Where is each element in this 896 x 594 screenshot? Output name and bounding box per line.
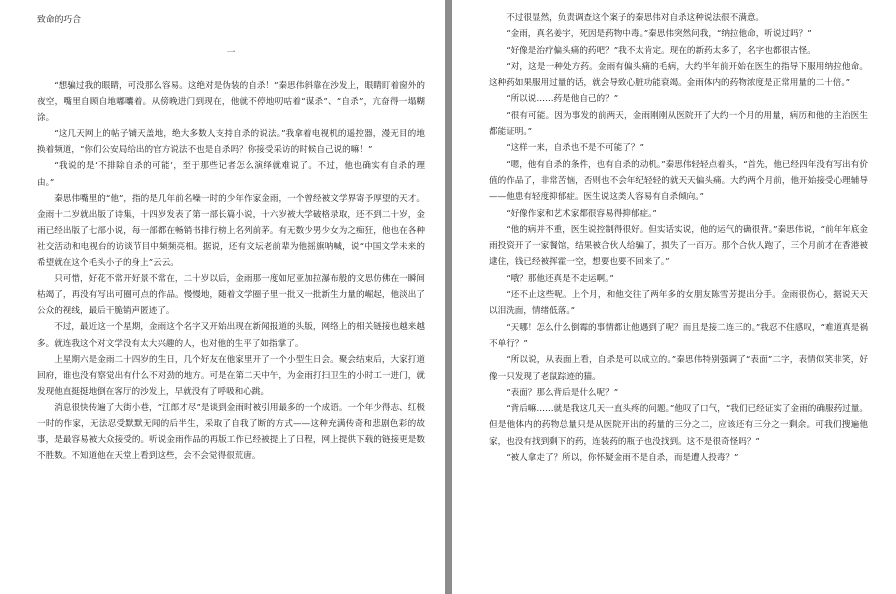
paragraph: “嗯，他有自杀的条件，也有自杀的动机。”秦思伟轻轻点着头，“首先，他已经四年没有写出有价值的作品了，非常苦恼，否则也不会年纪轻轻的就天天偏头痛。大约两个月前，他开始接受心理辅导——他患有轻度抑郁症。医生说这类人容易有自杀倾向。” [489, 159, 868, 203]
paragraph: “所以说……药是他自己的？” [506, 94, 619, 105]
paragraph: “好像是治疗偏头痛的药吧？”我不太肯定。现在的新药太多了，名字也都很古怪。 [506, 45, 816, 56]
paragraph: “他的病并不重，医生说控制得很好。但实话实说，他的运气的确很背。”秦思伟说，“前年年底金雨投资开了一家餐馆，结果被合伙人给骗了，损失了一百万。那个合伙人跑了，三个月前才在香港被逮住，钱已经被挥霍一空，想要也要不回来了。” [489, 224, 868, 268]
chapter-mark: 一 [226, 48, 236, 58]
paragraph: 不过很显然，负责调查这个案子的秦思伟对自杀这种说法很不满意。 [506, 13, 765, 23]
paragraph: “对，这是一种处方药。金雨有偏头痛的毛病，大约半年前开始在医生的指导下服用纳拉他命。这种药如果服用过量的话，就会导致心脏功能衰竭。金雨体内的药物浓度是正常用量的二十倍。” [489, 61, 868, 89]
left-page [0, 0, 445, 594]
right-page-body [489, 10, 868, 466]
paragraph: 秦思伟嘴里的“他”，指的是几年前名噪一时的少年作家金雨，一个曾经被文学界寄予厚望的天才。金雨十二岁就出版了诗集，十四岁发表了第一部长篇小说，十六岁被大学破格录取，还不到二十岁，金雨已经出版了七部小说，每一部都在畅销书排行榜上名列前茅。有无数少男少女为之痴狂，他也在各种社交活动和电视台的访谈节目中频频亮相。据说，还有文坛老前辈为他摇旗呐喊，说“中国文学未来的希望就在这个毛头小子的身上”云云。 [37, 193, 425, 269]
paragraph: “好像作家和艺术家都很容易得抑郁症。” [506, 208, 657, 219]
paragraph: 消息很快传遍了大街小巷，“江郎才尽”是谈到金雨时被引用最多的一个成语。一个年少得志、红极一时的作家，无法忍受默默无闻的后半生，采取了自我了断的方式——这种充满传奇和悲剧色彩的故事，是最容易被大众接受的。听说金雨作品的再版工作已经被提上了日程，网上提供下载的链接更是数不胜数。不知道他在天堂上看到这些，会不会觉得很荒唐。 [37, 402, 425, 462]
paragraph: “金雨，真名姜宇，死因是药物中毒。”秦思伟突然问我，“纳拉他命，听说过吗？” [506, 29, 812, 40]
left-page-body [37, 78, 425, 464]
paragraph: “所以说，从表面上看，自杀是可以成立的。”秦思伟特别强调了“表面”二字，表情似笑非笑，好像一只发现了老鼠踪迹的猫。 [489, 355, 868, 382]
paragraph: “还不止这些呢。上个月，和他交往了两年多的女朋友陈雪芳提出分手。金雨很伤心，据说天天以泪洗面，情绪低落。” [489, 290, 868, 317]
paragraph: “背后嘛……就是我这几天一直头疼的问题。”他叹了口气，“我们已经证实了金雨的确服药过量。但是他体内的药物总量只是从医院开出的药量的三分之二，应该还有三分之一剩余。可我们搜遍他家，也没有找到剩下的药，连装药的瓶子也没找到。这不是很奇怪吗？” [489, 404, 868, 447]
paragraph: “想骗过我的眼睛，可没那么容易。这绝对是伪装的自杀！”秦思伟斜靠在沙发上，眼睛盯着窗外的夜空，嘴里自顾自地嘟囔着。从傍晚进门到现在，他就不停地叨咕着“谋杀”、“自杀”，亢奋得一塌糊涂。 [37, 81, 425, 124]
paragraph: 只可惜，好花不常开好景不常在，二十岁以后，金雨那一度如尼亚加拉瀑布般的文思仿佛在一瞬间枯竭了，再没有写出可圈可点的作品。慢慢地，随着文学圈子里一批又一批新生力量的崛起，他淡出了公众的视线，最后干脆销声匿迹了。 [37, 274, 425, 317]
paragraph: “我说的是‘不排除自杀的可能’，至于那些记者怎么演绎就难说了。不过，他也确实有自杀的理由。” [37, 161, 425, 188]
page-divider [445, 0, 452, 594]
paragraph: “哦？那他还真是不走运啊。” [506, 273, 614, 284]
right-page [452, 0, 896, 594]
paragraph: “这几天网上的帖子铺天盖地，绝大多数人支持自杀的说法。”我拿着电视机的遥控器，漫无目的地换着频道，“你们公安局给出的官方说法不也是自杀吗？你接受采访的时候自己说的嘛！” [37, 129, 425, 156]
paragraph: “表面？那么背后是什么呢？” [506, 387, 619, 398]
paragraph: 上星期六是金雨二十四岁的生日，几个好友在他家里开了一个小型生日会。聚会结束后，大家打道回府，谁也没有察觉出有什么不对劲的地方。可是在第二天中午，为金雨打扫卫生的小时工一进门，就发现他直挺挺地倒在客厅的沙发上，早就没有了呼吸和心跳。 [37, 354, 425, 397]
paragraph: “被人拿走了？所以，你怀疑金雨不是自杀，而是遭人投毒？” [506, 453, 739, 464]
paragraph: “很有可能。因为事发的前两天，金雨刚刚从医院开了大约一个月的用量，病历和他的主治医生都能证明。” [489, 110, 868, 138]
paragraph: “这样一来，自杀也不是不可能了？” [506, 143, 644, 154]
paragraph: 不过，最近这一个星期，金雨这个名字又开始出现在新闻报道的头版，网络上的相关链接也越来越多。就连我这个对文学没有太大兴趣的人，也对他的生平了如指掌了。 [37, 322, 425, 349]
paragraph: “天哪！怎么什么倒霉的事情都让他遇到了呢？而且是接二连三的。”我忍不住感叹，“难道真是祸不单行？” [489, 322, 868, 349]
running-title: 致命的巧合 [37, 15, 81, 25]
